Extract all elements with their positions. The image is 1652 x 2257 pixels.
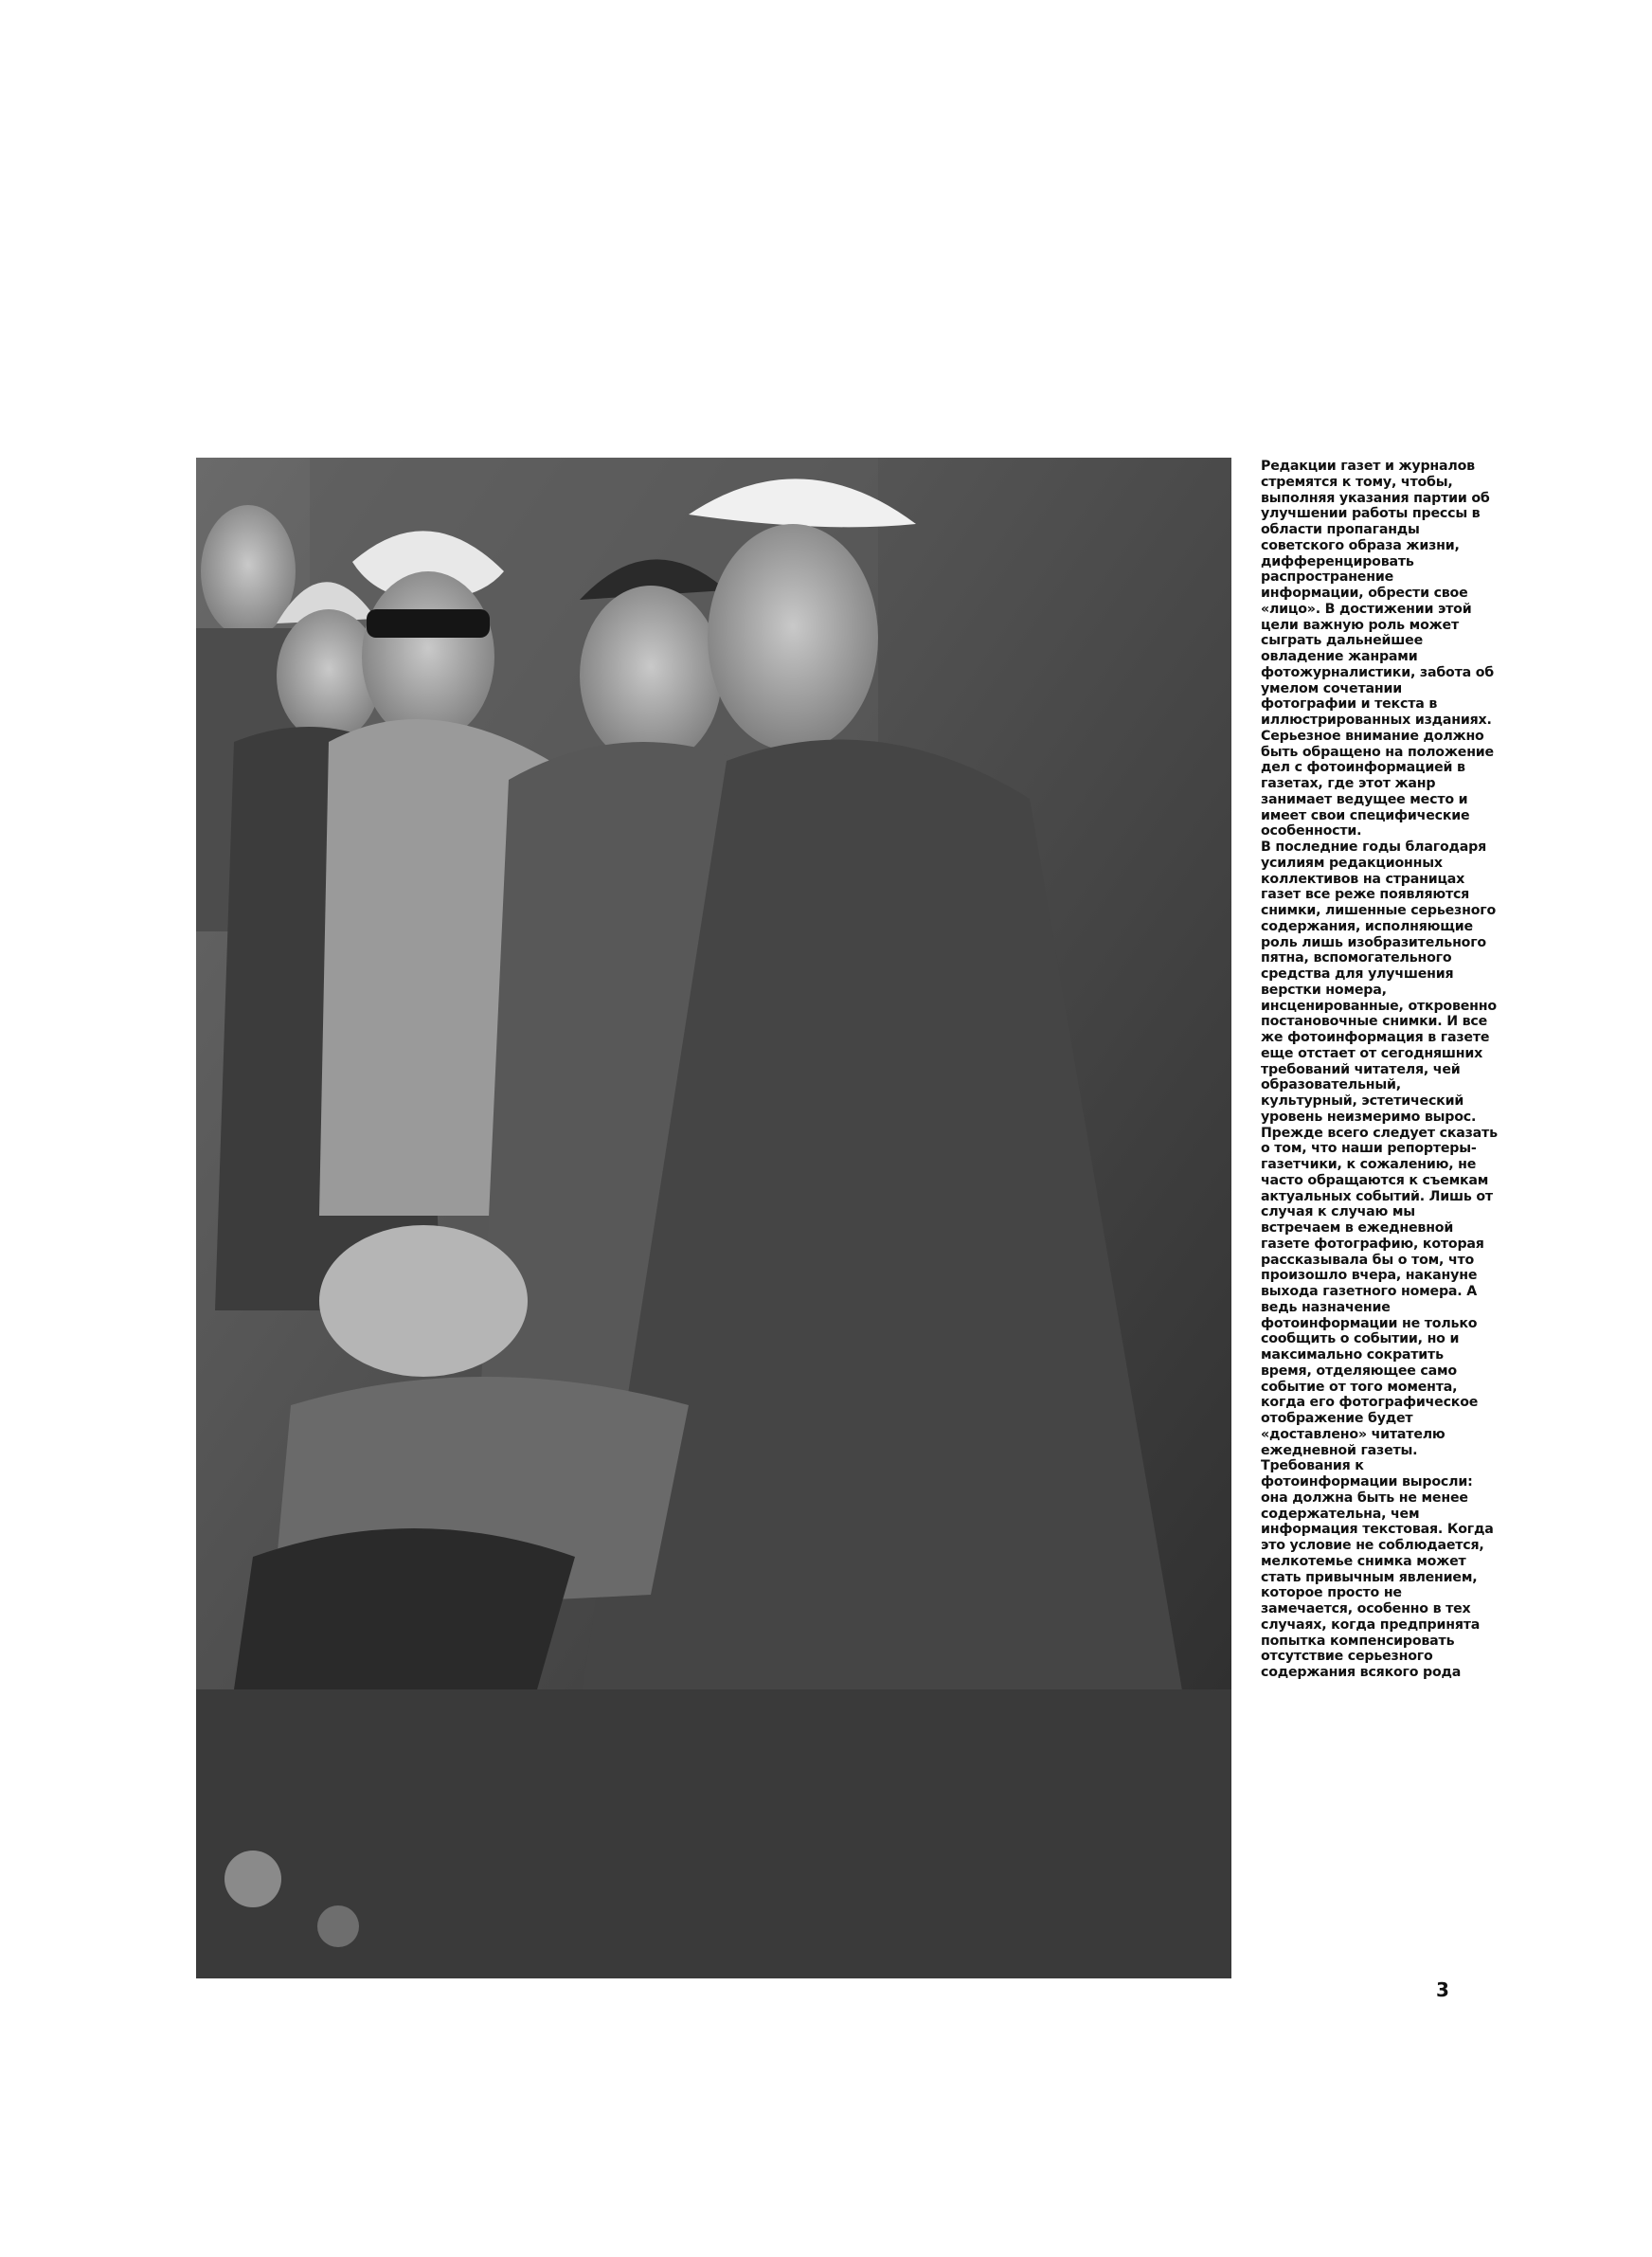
article-paragraph-1: Редакции газет и журналов стремятся к тому, чтобы, выполняя указания партии об улучшении работы прессы в области пропаганды советского образа жизни, дифференцировать распространение информации, обрести свое «лицо». В достижении этой цели важную роль может сыграть дальнейшее овладение жанрами фотожурналистики, забота об умелом сочетании фотографии и текста в иллюстрированных изданиях. (1261, 459, 1494, 728)
article-paragraph-4: Прежде всего следует сказать о том, что наши репортеры-газетчики, к сожалению, не часто обращаются к съемкам актуальных событий. Лишь от случая к случаю мы встречаем в ежедневной газете фотографию, которая рассказывала бы о том, что произошло вчера, накануне выхода газетного номера. А ведь назначение фотоинформации не только сообщить о событии, но и максимально сократить время, отделяющее само событие от того момента, когда его фотографическое отображение будет «доставлено» читателю ежедневной газеты. (1261, 1125, 1498, 1458)
article-paragraph-3: В последние годы благодаря усилиям редакционных коллективов на страницах газет все реже появляются снимки, лишенные серьезного содержания, исполняющие роль лишь изобразительного пятна, вспомогательного средства для улучшения верстки номера, инсценированные, откровенно постановочные снимки. И все же фотоинформация в газете еще отстает от сегодняшних требований читателя, чей образовательный, культурный, эстетический уровень неизмеримо вырос. (1261, 840, 1497, 1125)
article-text (1261, 459, 1498, 1975)
page-number: 3 (1436, 1978, 1449, 2001)
article-paragraph-5: Требования к фотоинформации выросли: она должна быть не менее содержательна, чем информация текстовая. Когда это условие не соблюдается, мелкотемье снимка может стать привычным явлением, которое просто не замечается, особенно в тех случаях, когда предпринята попытка компенсировать отсутствие серьезного содержания всякого рода (1261, 1458, 1494, 1680)
article-paragraph-2: Серьезное внимание должно быть обращено на положение дел с фотоинформацией в газетах, где этот жанр занимает ведущее место и имеет свои специфические особенности. (1261, 728, 1494, 840)
photo-illustration (196, 458, 1231, 1978)
photo-workers (196, 458, 1231, 1978)
